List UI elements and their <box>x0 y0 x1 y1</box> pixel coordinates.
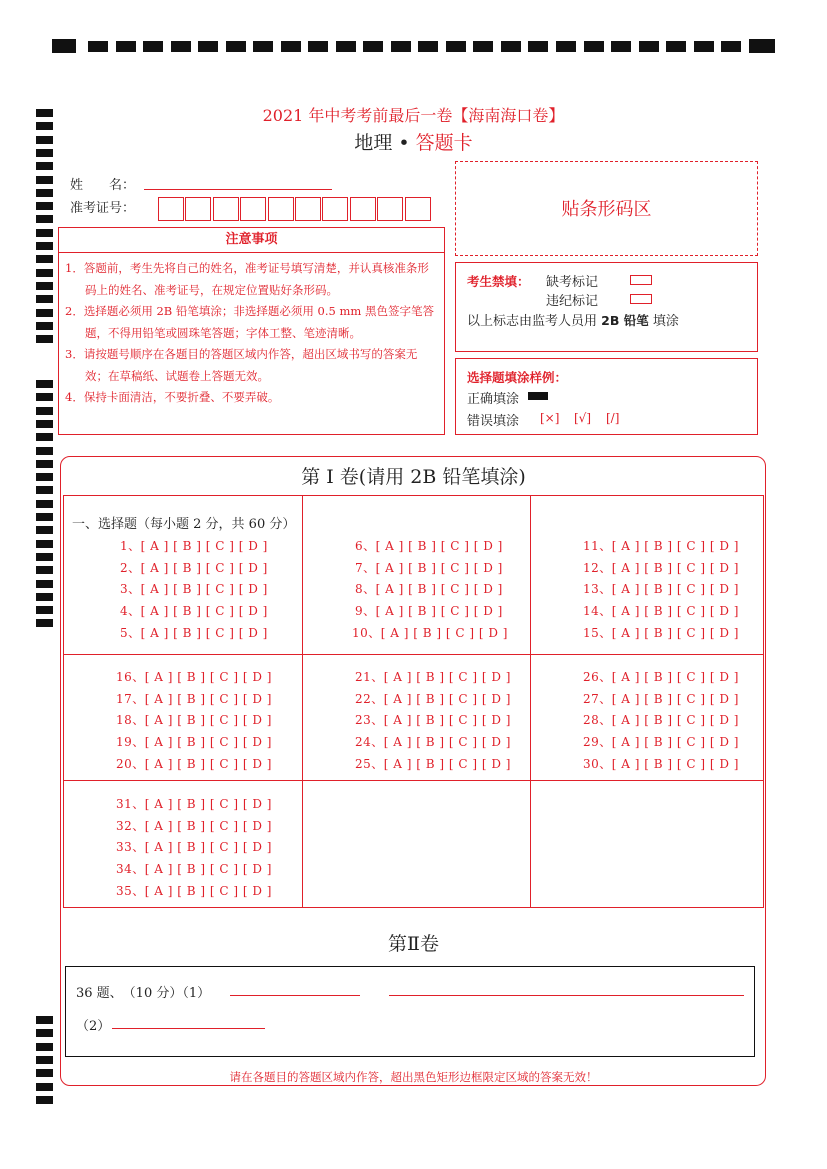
mc-block-9 <box>530 780 764 908</box>
name-field[interactable] <box>144 189 332 190</box>
mc-question-27[interactable]: 27、[ A ] [ B ] [ C ] [ D ] <box>583 691 739 706</box>
mc-question-26[interactable]: 26、[ A ] [ B ] [ C ] [ D ] <box>583 670 739 684</box>
timing-mark <box>36 433 53 441</box>
mc-question-13[interactable]: 13、[ A ] [ B ] [ C ] [ D ] <box>583 582 739 597</box>
timing-mark <box>226 41 246 52</box>
notice-item-4: 4．保持卡面清洁，不要折叠、不要弄破。 <box>65 390 280 404</box>
mc-question-16[interactable]: 16、[ A ] [ B ] [ C ] [ D ] <box>116 670 272 684</box>
timing-mark <box>36 162 53 170</box>
timing-mark <box>36 447 53 455</box>
timing-mark <box>336 41 356 52</box>
mc-question-20[interactable]: 20、[ A ] [ B ] [ C ] [ D ] <box>116 756 272 771</box>
forbidden-note-suffix: 填涂 <box>652 314 679 329</box>
mc-question-31[interactable]: 31、[ A ] [ B ] [ C ] [ D ] <box>116 797 272 811</box>
exam-id-digit-box[interactable] <box>405 197 431 221</box>
timing-mark <box>36 513 53 521</box>
mc-block-8 <box>302 780 531 908</box>
notice-item-2: 2．选择题必须用 2B 铅笔填涂；非选择题必须用 0.5 mm 黑色签字笔答题，不得用铅笔或圆珠笔答题；字体工整、笔迹清晰。 <box>65 304 434 340</box>
timing-mark <box>36 322 53 330</box>
correct-fill-mark <box>528 392 548 400</box>
timing-mark <box>36 593 53 601</box>
timing-mark <box>694 41 714 52</box>
timing-mark <box>36 606 53 614</box>
timing-mark <box>36 619 53 627</box>
notice-item-3: 3．请按题号顺序在各题目的答题区域内作答，超出区域书写的答案无效；在草稿纸、试题卷上答题无效。 <box>65 347 418 383</box>
q36-1-blank-b[interactable] <box>389 995 744 996</box>
exam-id-digit-box[interactable] <box>377 197 403 221</box>
timing-mark <box>36 176 53 184</box>
mc-question-2[interactable]: 2、[ A ] [ B ] [ C ] [ D ] <box>120 560 268 575</box>
q36-answer-box <box>65 966 755 1057</box>
barcode-area <box>455 161 758 256</box>
exam-title: 2021 年中考考前最后一卷【海南海口卷】 <box>262 106 565 125</box>
timing-mark <box>36 1043 53 1051</box>
timing-mark <box>418 41 438 52</box>
timing-mark <box>52 39 76 53</box>
wrong-mark-x: [×] <box>540 411 560 425</box>
timing-mark <box>36 553 53 561</box>
mc-question-28[interactable]: 28、[ A ] [ B ] [ C ] [ D ] <box>583 713 739 728</box>
exam-id-digit-box[interactable] <box>240 197 266 221</box>
timing-mark <box>501 41 521 52</box>
forbidden-box <box>455 262 758 352</box>
mc-question-7[interactable]: 7、[ A ] [ B ] [ C ] [ D ] <box>355 560 503 575</box>
mc-question-25[interactable]: 25、[ A ] [ B ] [ C ] [ D ] <box>355 756 511 771</box>
timing-mark <box>36 1056 53 1064</box>
mc-question-10[interactable]: 10、[ A ] [ B ] [ C ] [ D ] <box>352 625 508 640</box>
timing-mark <box>749 39 775 53</box>
notice-item-1: 1．答题前，考生先将自己的姓名，准考证号填写清楚，并认真核准条形码上的姓名、准考证号，在规定位置贴好条形码。 <box>65 261 429 297</box>
timing-mark <box>721 41 741 52</box>
mc-question-17[interactable]: 17、[ A ] [ B ] [ C ] [ D ] <box>116 691 272 706</box>
name-label: 姓 名： <box>70 178 136 193</box>
forbidden-note-prefix: 以上标志由监考人员用 <box>467 314 598 329</box>
correct-fill-label: 正确填涂 <box>467 392 520 407</box>
mc-question-1[interactable]: 1、[ A ] [ B ] [ C ] [ D ] <box>120 539 268 553</box>
timing-mark <box>36 229 53 237</box>
absent-mark-label: 缺考标记 <box>546 275 599 290</box>
timing-mark <box>281 41 301 52</box>
q36-part2-label: （2） <box>76 1019 111 1034</box>
timing-mark <box>143 41 163 52</box>
fill-sample-title: 选择题填涂样例： <box>467 370 568 385</box>
subject-label: 地理 <box>354 132 393 154</box>
mc-question-19[interactable]: 19、[ A ] [ B ] [ C ] [ D ] <box>116 735 272 750</box>
timing-mark <box>36 309 53 317</box>
timing-mark <box>308 41 328 52</box>
mc-question-30[interactable]: 30、[ A ] [ B ] [ C ] [ D ] <box>583 756 739 771</box>
timing-mark <box>36 500 53 508</box>
timing-mark <box>198 41 218 52</box>
timing-mark <box>639 41 659 52</box>
mc-question-21[interactable]: 21、[ A ] [ B ] [ C ] [ D ] <box>355 670 511 684</box>
mc-question-3[interactable]: 3、[ A ] [ B ] [ C ] [ D ] <box>120 582 268 597</box>
absent-mark-box[interactable] <box>630 275 652 285</box>
mc-question-34[interactable]: 34、[ A ] [ B ] [ C ] [ D ] <box>116 862 272 877</box>
timing-mark <box>36 380 53 388</box>
mc-question-18[interactable]: 18、[ A ] [ B ] [ C ] [ D ] <box>116 713 272 728</box>
timing-mark <box>36 282 53 290</box>
timing-mark <box>473 41 493 52</box>
timing-mark <box>36 1016 53 1024</box>
card-title <box>0 128 827 155</box>
forbidden-note <box>467 310 679 329</box>
timing-mark <box>88 41 108 52</box>
timing-mark <box>253 41 273 52</box>
timing-mark <box>36 1029 53 1037</box>
timing-mark <box>556 41 576 52</box>
mc-question-9[interactable]: 9、[ A ] [ B ] [ C ] [ D ] <box>355 604 503 619</box>
exam-id-digit-box[interactable] <box>350 197 376 221</box>
mc-question-22[interactable]: 22、[ A ] [ B ] [ C ] [ D ] <box>355 691 511 706</box>
barcode-area-label: 贴条形码区 <box>561 199 652 220</box>
q36-1-blank-a[interactable] <box>230 995 360 996</box>
notice-box <box>58 227 445 435</box>
exam-id-digit-box[interactable] <box>268 197 294 221</box>
mc-question-35[interactable]: 35、[ A ] [ B ] [ C ] [ D ] <box>116 883 272 898</box>
mc-question-29[interactable]: 29、[ A ] [ B ] [ C ] [ D ] <box>583 735 739 750</box>
timing-mark <box>666 41 686 52</box>
timing-mark <box>36 269 53 277</box>
timing-mark <box>36 295 53 303</box>
timing-mark <box>36 189 53 197</box>
mc-question-14[interactable]: 14、[ A ] [ B ] [ C ] [ D ] <box>583 604 739 619</box>
timing-mark <box>391 41 411 52</box>
exam-id-digit-box[interactable] <box>213 197 239 221</box>
mc-question-11[interactable]: 11、[ A ] [ B ] [ C ] [ D ] <box>583 539 739 553</box>
wrong-fill-label: 错误填涂 <box>467 414 520 429</box>
timing-mark <box>363 41 383 52</box>
timing-mark <box>36 526 53 534</box>
q36-2-blank[interactable] <box>112 1028 265 1029</box>
mc-section-label: 一、选择题（每小题 2 分，共 60 分） <box>72 517 296 532</box>
timing-mark <box>36 215 53 223</box>
notice-title: 注意事项 <box>59 228 444 253</box>
timing-mark <box>36 540 53 548</box>
exam-id-digit-box[interactable] <box>322 197 348 221</box>
timing-mark <box>171 41 191 52</box>
timing-mark <box>584 41 604 52</box>
mc-question-23[interactable]: 23、[ A ] [ B ] [ C ] [ D ] <box>355 713 511 728</box>
timing-mark <box>528 41 548 52</box>
timing-mark <box>36 335 53 343</box>
violation-mark-label: 违纪标记 <box>546 294 599 309</box>
exam-id-digit-box[interactable] <box>295 197 321 221</box>
mc-question-33[interactable]: 33、[ A ] [ B ] [ C ] [ D ] <box>116 840 272 855</box>
part1-title: 第 I 卷(请用 2B 铅笔填涂) <box>301 466 526 488</box>
forbidden-title: 考生禁填： <box>467 274 530 289</box>
q36-label: 36 题、 （10 分）（1） <box>76 986 211 1001</box>
timing-mark <box>36 420 53 428</box>
exam-id-digit-box[interactable] <box>158 197 184 221</box>
timing-mark <box>36 580 53 588</box>
part2-title: 第Ⅱ卷 <box>388 933 439 955</box>
wrong-mark-check: [√] <box>574 411 592 425</box>
timing-mark <box>116 41 136 52</box>
timing-mark <box>36 1096 53 1104</box>
mc-question-4[interactable]: 4、[ A ] [ B ] [ C ] [ D ] <box>120 604 268 619</box>
timing-mark <box>36 255 53 263</box>
violation-mark-box[interactable] <box>630 294 652 304</box>
wrong-mark-slash: [/] <box>606 411 620 425</box>
mc-question-24[interactable]: 24、[ A ] [ B ] [ C ] [ D ] <box>355 735 511 750</box>
timing-mark <box>36 407 53 415</box>
mc-question-5[interactable]: 5、[ A ] [ B ] [ C ] [ D ] <box>120 625 268 640</box>
timing-mark <box>36 393 53 401</box>
exam-id-digit-box[interactable] <box>185 197 211 221</box>
answer-card-label: 答题卡 <box>415 132 473 154</box>
timing-mark <box>611 41 631 52</box>
forbidden-note-bold: 2B 铅笔 <box>601 313 649 328</box>
mc-question-32[interactable]: 32、[ A ] [ B ] [ C ] [ D ] <box>116 818 272 833</box>
timing-mark <box>446 41 466 52</box>
mc-question-15[interactable]: 15、[ A ] [ B ] [ C ] [ D ] <box>583 625 739 640</box>
timing-mark <box>36 202 53 210</box>
mc-question-12[interactable]: 12、[ A ] [ B ] [ C ] [ D ] <box>583 560 739 575</box>
footer-warning: 请在各题目的答题区域内作答，超出黑色矩形边框限定区域的答案无效！ <box>229 1070 598 1084</box>
mc-question-8[interactable]: 8、[ A ] [ B ] [ C ] [ D ] <box>355 582 503 597</box>
exam-id-label: 准考证号： <box>70 201 136 216</box>
timing-mark <box>36 566 53 574</box>
mc-question-6[interactable]: 6、[ A ] [ B ] [ C ] [ D ] <box>355 539 503 553</box>
title-dot: • <box>398 132 410 154</box>
timing-mark <box>36 242 53 250</box>
fill-sample-box <box>455 358 758 435</box>
